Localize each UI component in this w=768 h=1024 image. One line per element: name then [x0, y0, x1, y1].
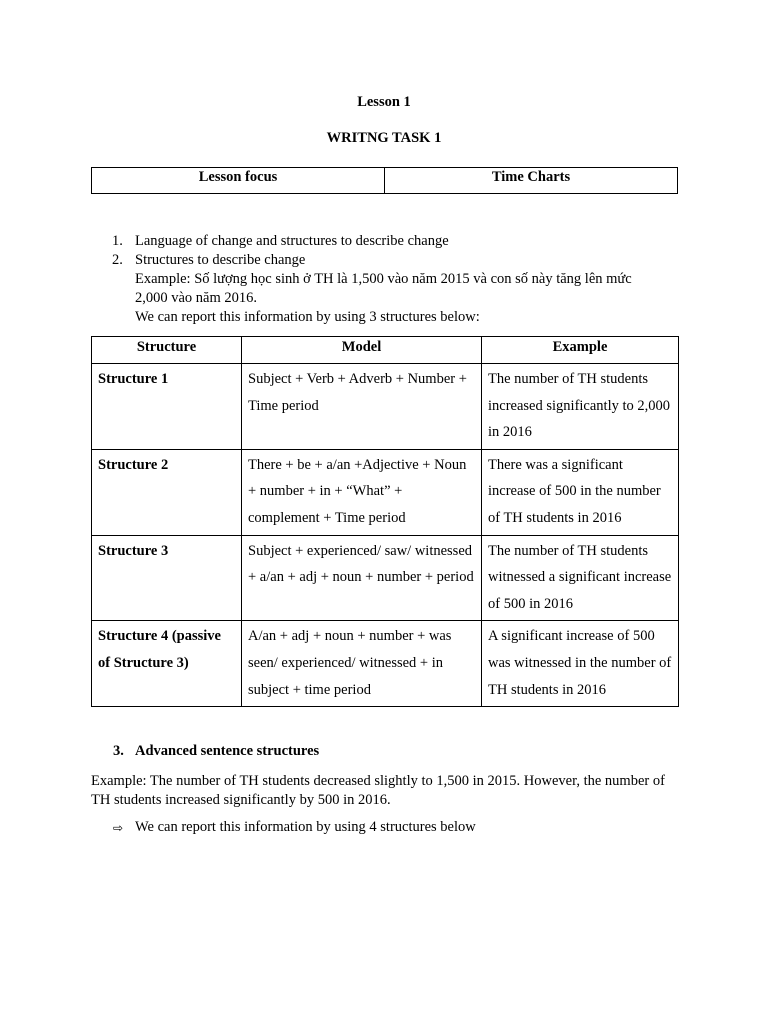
structure-model: There + be + a/an +Adjective + Noun + number + in + “What” + complement + Time period	[242, 449, 482, 535]
arrow-bullet-text: We can report this information by using 4 structures below	[135, 819, 476, 835]
section-number: 3.	[113, 743, 124, 759]
section-heading-text: Advanced sentence structures	[135, 743, 320, 759]
structure-example: The number of TH students increased significantly to 2,000 in 2016	[482, 364, 679, 450]
arrow-bullet-line	[113, 819, 476, 836]
column-header: Example	[482, 337, 679, 364]
structure-label: Structure 4 (passive of Structure 3)	[92, 621, 242, 707]
table-row	[92, 449, 679, 535]
structure-example: There was a significant increase of 500 in the number of TH students in 2016	[482, 449, 679, 535]
column-header: Model	[242, 337, 482, 364]
example-paragraph: Example: The number of TH students decreased slightly to 1,500 in 2015. However, the number of TH students increased significantly by 500 in 2016.	[91, 773, 665, 808]
structure-example: A significant increase of 500 was witnessed in the number of TH students in 2016	[482, 621, 679, 707]
list-item	[104, 232, 684, 251]
column-header: Structure	[92, 337, 242, 364]
table-row	[92, 364, 679, 450]
structure-model: Subject + experienced/ saw/ witnessed + a/an + adj + noun + number + period	[242, 535, 482, 621]
arrow-right-icon: ⇨	[113, 820, 124, 835]
example-line: 2,000 vào năm 2016.	[135, 290, 258, 306]
list-number: 1.	[112, 233, 123, 249]
section-heading	[113, 743, 319, 760]
list-item-text: Language of change and structures to describe change	[135, 233, 449, 249]
structure-label: Structure 1	[92, 364, 242, 450]
lesson-focus-label: Lesson focus	[92, 168, 385, 194]
list-item-text: Structures to describe change	[135, 252, 306, 268]
lesson-title: Lesson 1	[357, 94, 411, 110]
lesson-focus-value: Time Charts	[385, 168, 678, 194]
report-line: We can report this information by using 3 structures below:	[135, 309, 480, 325]
structure-model: Subject + Verb + Adverb + Number + Time period	[242, 364, 482, 450]
list-number: 2.	[112, 252, 123, 268]
list-item	[104, 251, 684, 270]
numbered-list	[104, 232, 684, 327]
example-block	[104, 270, 684, 327]
structures-table	[91, 336, 679, 707]
structure-model: A/an + adj + noun + number + was seen/ experienced/ witnessed + in subject + time period	[242, 621, 482, 707]
table-row	[92, 621, 679, 707]
structure-label: Structure 3	[92, 535, 242, 621]
task-title: WRITNG TASK 1	[326, 130, 442, 146]
example-line: Example: Số lượng học sinh ở TH là 1,500 vào năm 2015 và con số này tăng lên mức	[135, 271, 632, 287]
table-row	[92, 168, 678, 194]
lesson-focus-table	[91, 167, 678, 194]
table-header-row	[92, 337, 679, 364]
table-row	[92, 535, 679, 621]
structure-label: Structure 2	[92, 449, 242, 535]
structure-example: The number of TH students witnessed a significant increase of 500 in 2016	[482, 535, 679, 621]
